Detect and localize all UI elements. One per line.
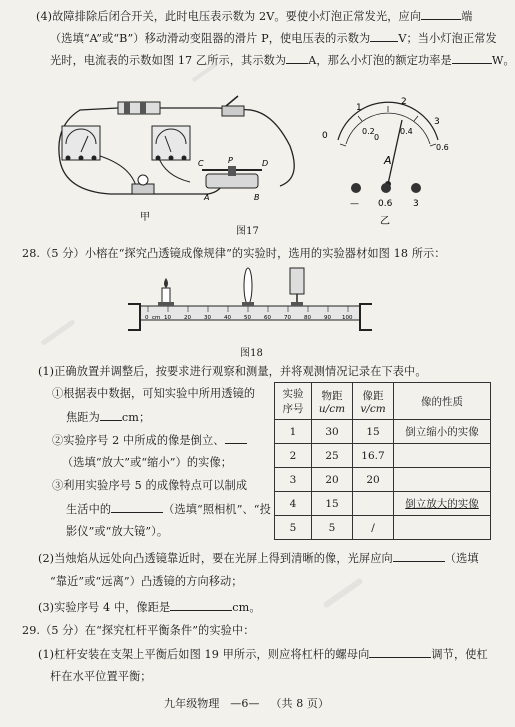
cell-seq: 3 (275, 468, 312, 492)
terminal-neg: — (350, 199, 359, 209)
cell-nature: 倒立放大的实像 (394, 492, 491, 516)
dial-bottom-0: 0 (322, 131, 328, 141)
q28-part2-line2: “靠近”或“远离”）凸透镜的方向移动； (50, 575, 243, 588)
table-row (275, 420, 491, 444)
q29-intro: 29.（5 分）在“探究杠杆平衡条件”的实验中： (22, 624, 255, 637)
cell-u: 5 (312, 516, 353, 540)
bench-tick-10: 10 (164, 315, 171, 321)
dial-bottom-04: 0.4 (400, 127, 413, 136)
dial-top-3: 3 (434, 117, 440, 127)
cell-u: 20 (312, 468, 353, 492)
figure17-label-yi: 乙 (380, 216, 390, 227)
q28-s3a: ③利用实验序号 5 的成像特点可以制成 (52, 479, 248, 492)
th-seq: 实验 序号 (275, 383, 312, 420)
figure17-ammeter-dial (318, 88, 458, 228)
bench-tick-90: 90 (324, 315, 331, 321)
bench-tick-20: 20 (184, 315, 191, 321)
q29-part1-line2: 杆在水平位置平衡； (50, 670, 152, 683)
bench-tick-50: 50 (244, 315, 251, 321)
table-row (275, 492, 491, 516)
cell-nature (394, 516, 491, 540)
bench-tick-30: 30 (204, 315, 211, 321)
cell-seq: 1 (275, 420, 312, 444)
q28-s1-line2: 焦距为 cm； (66, 411, 151, 424)
q29-part1-line1: (1)杠杆安装在支架上平衡后如图 19 甲所示，则应将杠杆的螺母向 调节，使杠 (38, 648, 488, 661)
cell-nature (394, 468, 491, 492)
rheostat-label-c: C (198, 159, 204, 168)
th-image-distance: 像距 v/cm (353, 383, 394, 420)
q28-part3: (3)实验序号 4 中，像距是 cm。 (38, 601, 261, 614)
q28-s1a: ①根据表中数据，可知实验中所用透镜的 (52, 387, 256, 400)
bench-tick-cm: cm (152, 315, 161, 321)
terminal-06: 0.6 (378, 199, 393, 209)
experiment-table (274, 382, 491, 540)
bench-tick-0: 0 (145, 315, 149, 321)
watermark-stroke (322, 577, 363, 608)
table-row (275, 468, 491, 492)
dial-bottom-02: 0.2 (362, 127, 375, 136)
rheostat-label-a: A (204, 193, 210, 202)
dial-top-1: 1 (356, 103, 362, 113)
q28-s3-line2: 生活中的 （选填“照相机”、“投 (66, 503, 271, 516)
bench-tick-100: 100 (342, 315, 353, 321)
q28-s2b: （选填“放大”或“缩小”）的实像； (62, 456, 233, 469)
bench-tick-70: 70 (284, 315, 291, 321)
figure18-optical-bench (118, 264, 380, 344)
dial-bottom-zero: 0 (374, 133, 380, 142)
cell-v: 15 (353, 420, 394, 444)
q28-s2a: ②实验序号 2 中所成的像是倒立、 (52, 432, 247, 448)
cell-nature (394, 444, 491, 468)
cell-seq: 5 (275, 516, 312, 540)
figure17-circuit (40, 86, 310, 226)
cell-nature: 倒立缩小的实像 (394, 420, 491, 444)
dial-unit: A (384, 154, 392, 167)
q28-intro: 28.（5 分）小榕在“探究凸透镜成像规律”的实验时，选用的实验器材如图 18 所示： (22, 247, 446, 260)
table-header-row (275, 383, 491, 420)
bench-tick-40: 40 (224, 315, 231, 321)
bench-tick-60: 60 (264, 315, 271, 321)
q28-part2-line1: (2)当烛焰从远处向凸透镜靠近时，要在光屏上得到清晰的像，光屏应向 （选填 (38, 552, 479, 565)
table-row (275, 516, 491, 540)
q27-4-line3: 光时，电流表的示数如图 17 乙所示，其示数为 A，那么小灯泡的额定功率是 W。 (50, 54, 515, 67)
cell-seq: 4 (275, 492, 312, 516)
dial-bottom-06: 0.6 (436, 143, 449, 152)
figure17-caption: 图17 (236, 226, 260, 237)
cell-v (353, 492, 394, 516)
q27-4-line1: (4)故障排除后闭合开关，此时电压表示数为 2V。要使小灯泡正常发光，应向 端 (36, 10, 473, 23)
figure17-label-jia: 甲 (140, 212, 150, 223)
cell-v: 20 (353, 468, 394, 492)
cell-u: 30 (312, 420, 353, 444)
th-object-distance: 物距 u/cm (312, 383, 353, 420)
terminal-3: 3 (413, 199, 419, 209)
bench-tick-80: 80 (304, 315, 311, 321)
rheostat-label-p: P (228, 156, 233, 165)
cell-u: 15 (312, 492, 353, 516)
figure18-caption: 图18 (240, 348, 264, 359)
cell-seq: 2 (275, 444, 312, 468)
cell-v: 16.7 (353, 444, 394, 468)
th-image-nature: 像的性质 (394, 383, 491, 420)
page-footer: 九年级物理 —6— （共 8 页） (164, 697, 330, 710)
q27-4-line2: （选填“A”或“B”）移动滑动变阻器的滑片 P，使电压表的示数为 V；当小灯泡正常发 (50, 32, 497, 45)
dial-top-2: 2 (401, 97, 407, 107)
watermark-stroke (40, 319, 76, 346)
cell-u: 25 (312, 444, 353, 468)
rheostat-label-b: B (254, 193, 260, 202)
rheostat-label-d: D (262, 159, 269, 168)
cell-v: / (353, 516, 394, 540)
table-row (275, 444, 491, 468)
q28-s3d: 影仪”或“放大镜”）。 (66, 525, 169, 538)
q28-part1: (1)正确放置并调整后，按要求进行观察和测量，并将观测情况记录在下表中。 (38, 365, 427, 378)
